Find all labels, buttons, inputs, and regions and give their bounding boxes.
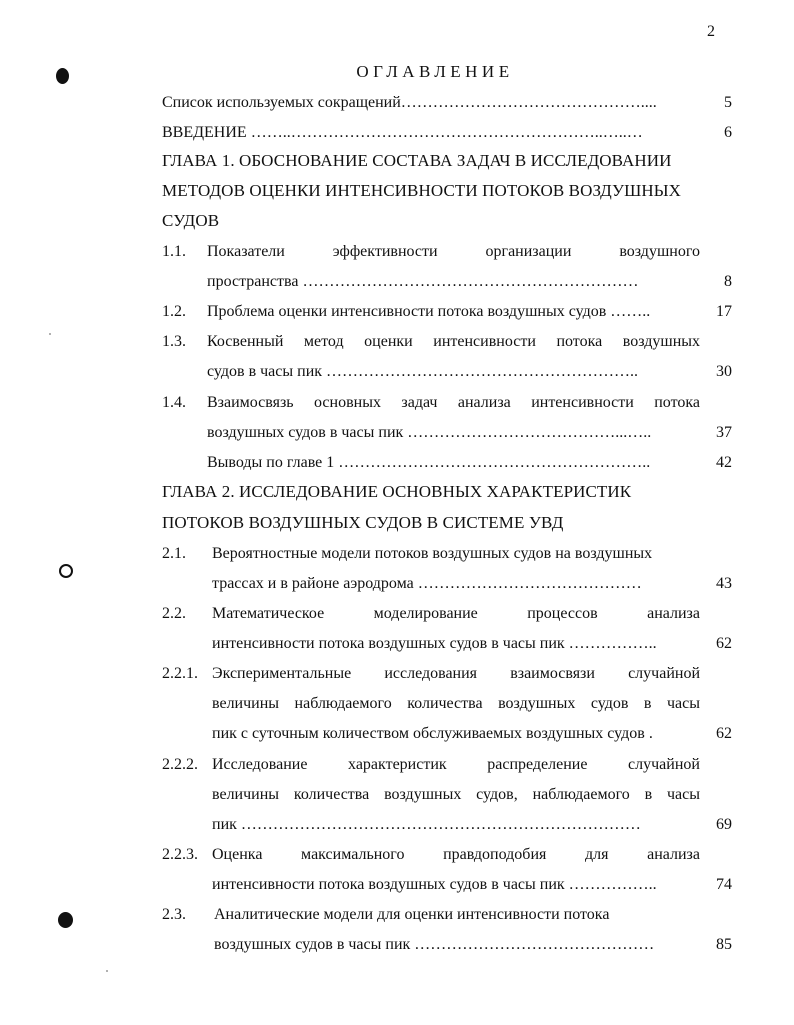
word: анализа <box>647 605 700 622</box>
word: наблюдаемого <box>532 786 630 803</box>
word: Исследование <box>212 756 308 773</box>
word: правдоподобия <box>443 846 547 863</box>
word: эффективности <box>332 243 438 260</box>
word: Косвенный <box>207 333 284 350</box>
toc-page-number: 37 <box>716 424 732 441</box>
word: количества <box>293 786 370 803</box>
toc-page-number: 62 <box>716 725 732 742</box>
toc-entry-continuation: трассах и в районе аэродрома …………………………………… <box>212 575 642 592</box>
word: потока <box>654 394 700 411</box>
word: распределение <box>487 756 588 773</box>
section-number: 2.2.1. <box>162 665 198 682</box>
section-number: 2.2.3. <box>162 846 198 863</box>
toc-entry-continuation: интенсивности потока воздушных судов в часы пик …………….. <box>212 635 657 652</box>
word: воздушных <box>622 333 700 350</box>
word: случайной <box>628 665 700 682</box>
section-number: 2.1. <box>162 545 186 562</box>
scan-speck <box>106 970 108 972</box>
word: организации <box>485 243 572 260</box>
toc-entry-continuation: пространства ……………………………………………………… <box>207 273 639 290</box>
word: исследования <box>384 665 478 682</box>
toc-page-number: 85 <box>716 936 732 953</box>
word: судов, <box>476 786 518 803</box>
toc-entry-text: ВВЕДЕНИЕ ……..…………………………………………………..…..… <box>162 124 643 141</box>
word: величины <box>212 695 280 712</box>
toc-entry-conclusions-1[interactable]: Выводы по главе 1 ………………………………………………….. <box>207 454 651 471</box>
scan-mark-dot <box>58 912 73 928</box>
toc-page-number: 43 <box>716 575 732 592</box>
toc-entry-introduction[interactable] <box>162 123 643 143</box>
toc-entry-2-2[interactable] <box>212 604 700 624</box>
toc-entry-continuation: воздушных судов в часы пик …………………………………...….. <box>207 424 652 441</box>
section-number: 1.2. <box>162 303 186 320</box>
word: в <box>643 695 652 712</box>
toc-page-number: 74 <box>716 876 732 893</box>
toc-entry-continuation <box>212 694 700 714</box>
section-number: 1.4. <box>162 394 186 411</box>
word: воздушных <box>384 786 462 803</box>
chapter-1-heading-line-1: ГЛАВА 1. ОБОСНОВАНИЕ СОСТАВА ЗАДАЧ В ИССЛЕДОВАНИИ <box>162 151 672 170</box>
word: наблюдаемого <box>294 695 392 712</box>
toc-entry-1-3[interactable] <box>207 332 700 352</box>
word: воздушных <box>498 695 576 712</box>
toc-entry-text: Список используемых сокращений……………………………………….... <box>162 94 657 111</box>
word: Оценка <box>212 846 263 863</box>
toc-entry-continuation: судов в часы пик ………………………………………………….. <box>207 363 639 380</box>
toc-page-number: 69 <box>716 816 732 833</box>
word: Математическое <box>212 605 325 622</box>
toc-entry-continuation <box>212 785 700 805</box>
chapter-2-heading-line-1: ГЛАВА 2. ИССЛЕДОВАНИЕ ОСНОВНЫХ ХАРАКТЕРИСТИК <box>162 482 632 501</box>
section-number: 2.3. <box>162 906 186 923</box>
word: потока <box>556 333 603 350</box>
page-number: 2 <box>707 23 715 40</box>
toc-entry-1-2[interactable]: Проблема оценки интенсивности потока воздушных судов …….. <box>207 303 651 320</box>
word: для <box>584 846 609 863</box>
chapter-2-heading-line-2: ПОТОКОВ ВОЗДУШНЫХ СУДОВ В СИСТЕМЕ УВД <box>162 513 564 532</box>
word: часы <box>666 695 700 712</box>
word: Взаимосвязь <box>207 394 294 411</box>
section-number: 1.3. <box>162 333 186 350</box>
word: интенсивности <box>433 333 536 350</box>
toc-entry-continuation: воздушных судов в часы пик ……………………………………… <box>214 936 655 953</box>
word: анализа <box>647 846 700 863</box>
toc-entry-2-2-1[interactable] <box>212 664 700 684</box>
scan-speck <box>49 333 51 335</box>
toc-entry-continuation: пик ………………………………………………………………… <box>212 816 641 833</box>
toc-page-number: 30 <box>716 363 732 380</box>
word: воздушного <box>619 243 700 260</box>
word: интенсивности <box>531 394 634 411</box>
toc-page-number: 6 <box>724 124 732 141</box>
chapter-1-heading-line-3: СУДОВ <box>162 211 220 230</box>
word: основных <box>314 394 381 411</box>
scan-mark-dot <box>56 68 69 84</box>
page-title: ОГЛАВЛЕНИЕ <box>356 62 514 81</box>
toc-entry-continuation: пик с суточным количеством обслуживаемых воздушных судов . <box>212 725 653 742</box>
toc-page-number: 8 <box>724 273 732 290</box>
toc-page-number: 42 <box>716 454 732 471</box>
word: максимального <box>301 846 405 863</box>
scan-mark-ring <box>59 564 73 578</box>
word: анализа <box>457 394 511 411</box>
word: количества <box>407 695 483 712</box>
word: Экспериментальные <box>212 665 352 682</box>
toc-entry-2-2-3[interactable] <box>212 845 700 865</box>
section-number: 1.1. <box>162 243 186 260</box>
word: величины <box>212 786 280 803</box>
toc-page-number: 17 <box>716 303 732 320</box>
word: часы <box>666 786 700 803</box>
toc-entry-2-1[interactable]: Вероятностные модели потоков воздушных судов на воздушных <box>212 545 653 562</box>
word: характеристик <box>348 756 447 773</box>
toc-entry-2-3[interactable]: Аналитические модели для оценки интенсивности потока <box>214 906 610 923</box>
section-number: 2.2.2. <box>162 756 198 773</box>
chapter-1-heading-line-2: МЕТОДОВ ОЦЕНКИ ИНТЕНСИВНОСТИ ПОТОКОВ ВОЗДУШНЫХ <box>162 181 682 200</box>
toc-entry-1-4[interactable] <box>207 393 700 413</box>
word: процессов <box>527 605 598 622</box>
toc-page-number: 5 <box>724 94 732 111</box>
word: взаимосвязи <box>510 665 595 682</box>
word: Показатели <box>207 243 285 260</box>
word: моделирование <box>373 605 478 622</box>
section-number: 2.2. <box>162 605 186 622</box>
toc-entry-abbreviations[interactable] <box>162 93 657 113</box>
toc-entry-2-2-2[interactable] <box>212 755 700 775</box>
word: задач <box>401 394 438 411</box>
toc-entry-continuation: интенсивности потока воздушных судов в часы пик …………….. <box>212 876 657 893</box>
word: случайной <box>628 756 700 773</box>
toc-page-number: 62 <box>716 635 732 652</box>
word: метод <box>303 333 344 350</box>
toc-entry-1-1[interactable] <box>207 242 700 262</box>
word: судов <box>590 695 629 712</box>
word: оценки <box>364 333 413 350</box>
word: в <box>644 786 653 803</box>
